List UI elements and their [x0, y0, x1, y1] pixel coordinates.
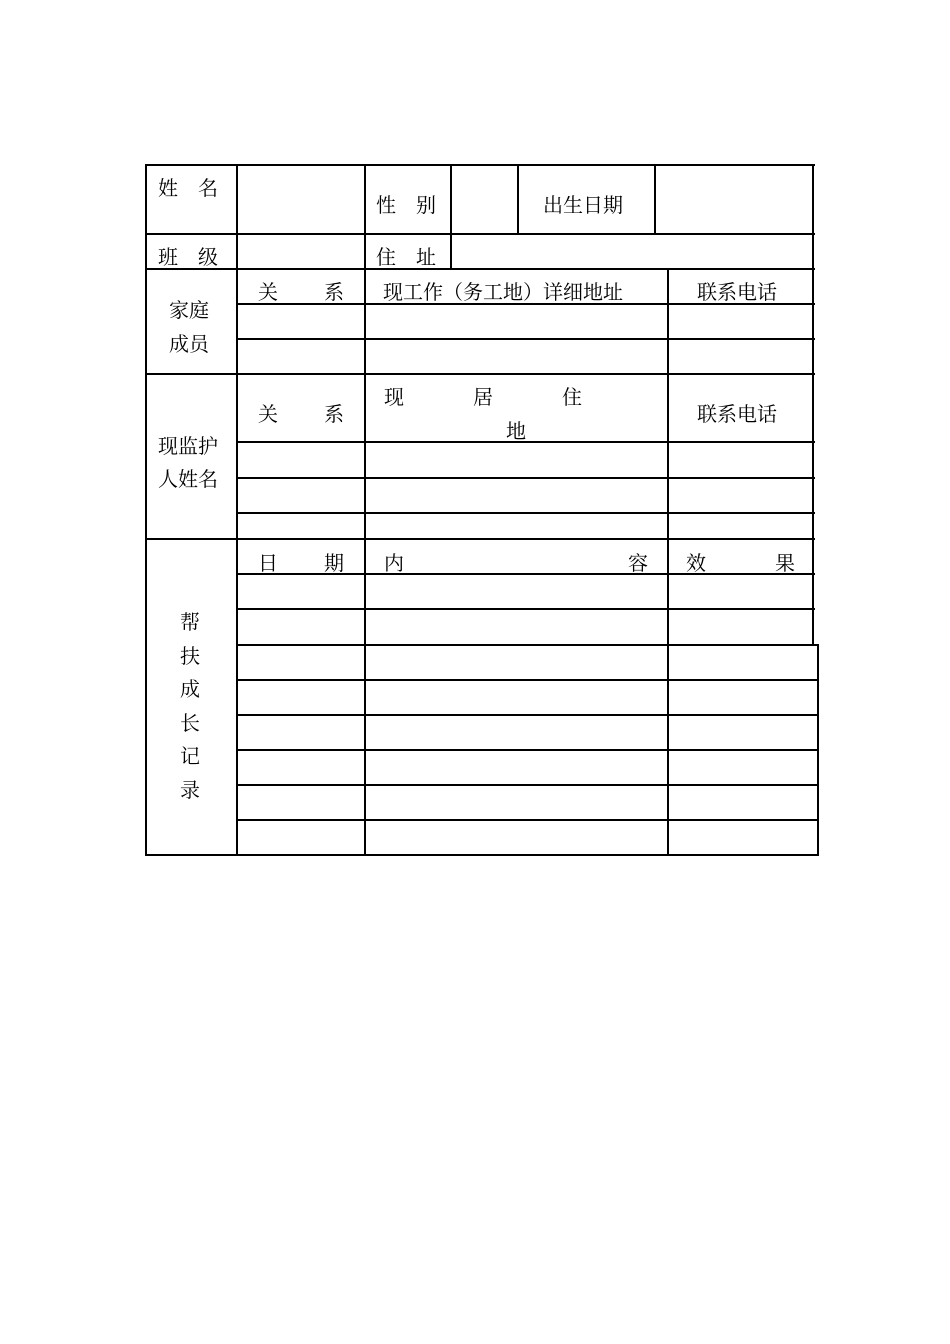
- table-line: [145, 268, 815, 270]
- gender-label: 性 别: [376, 193, 436, 217]
- guardian-label: 人姓名: [158, 467, 218, 491]
- table-line: [236, 608, 815, 610]
- record-content-header: 内: [384, 551, 404, 575]
- table-line: [364, 164, 366, 856]
- table-line: [145, 164, 815, 166]
- family-relation-header: 关: [258, 280, 278, 304]
- guardian-relation-header: 关: [258, 402, 278, 426]
- guardian-residence-header: 现: [384, 385, 404, 409]
- support-growth-record-label: [180, 606, 204, 807]
- record-label-char: 记: [180, 744, 200, 768]
- table-line: [817, 644, 819, 856]
- class-label: 班 级: [158, 245, 218, 269]
- table-line: [236, 749, 819, 751]
- family-work-address-header: 现工作（务工地）详细地址: [383, 280, 623, 304]
- guardian-phone-header: 联系电话: [697, 402, 777, 426]
- birth-date-label: 出生日期: [543, 193, 623, 217]
- record-label-char: 录: [180, 777, 200, 802]
- record-label-char: 长: [180, 710, 200, 735]
- table-line: [145, 233, 815, 235]
- record-label-char: 成: [180, 677, 200, 701]
- table-line: [145, 854, 819, 856]
- family-members-label: 家庭: [169, 298, 209, 322]
- table-line: [236, 714, 819, 716]
- table-line: [145, 538, 815, 540]
- table-line: [236, 512, 815, 514]
- table-line: [236, 784, 819, 786]
- table-line: [667, 268, 669, 856]
- record-effect-header: 效: [686, 551, 706, 575]
- record-label-char: 帮: [180, 610, 200, 634]
- guardian-relation-header: 系: [324, 402, 344, 426]
- table-line: [517, 164, 519, 235]
- guardian-residence-header: 居: [473, 385, 493, 409]
- name-label: 姓 名: [158, 176, 218, 200]
- table-line: [812, 164, 814, 646]
- table-line: [236, 477, 815, 479]
- family-phone-header: 联系电话: [697, 280, 777, 304]
- table-line: [236, 573, 815, 575]
- record-label-char: 扶: [180, 643, 200, 668]
- family-members-label: 成员: [169, 332, 209, 356]
- address-label: 住 址: [376, 245, 436, 269]
- table-line: [654, 164, 656, 235]
- table-line: [450, 164, 452, 270]
- table-line: [145, 373, 815, 375]
- guardian-residence-header: 住: [562, 385, 582, 409]
- record-effect-header: 果: [775, 551, 795, 575]
- record-date-header: 日: [258, 551, 278, 575]
- table-line: [236, 679, 819, 681]
- guardian-residence-header: 地: [506, 419, 526, 443]
- table-line: [145, 164, 147, 856]
- table-line: [236, 644, 819, 646]
- family-relation-header: 系: [324, 280, 344, 304]
- record-content-header: 容: [628, 551, 648, 575]
- guardian-label: 现监护: [158, 434, 218, 458]
- record-date-header: 期: [324, 551, 344, 575]
- table-line: [236, 338, 815, 340]
- table-line: [236, 819, 819, 821]
- table-line: [236, 164, 238, 856]
